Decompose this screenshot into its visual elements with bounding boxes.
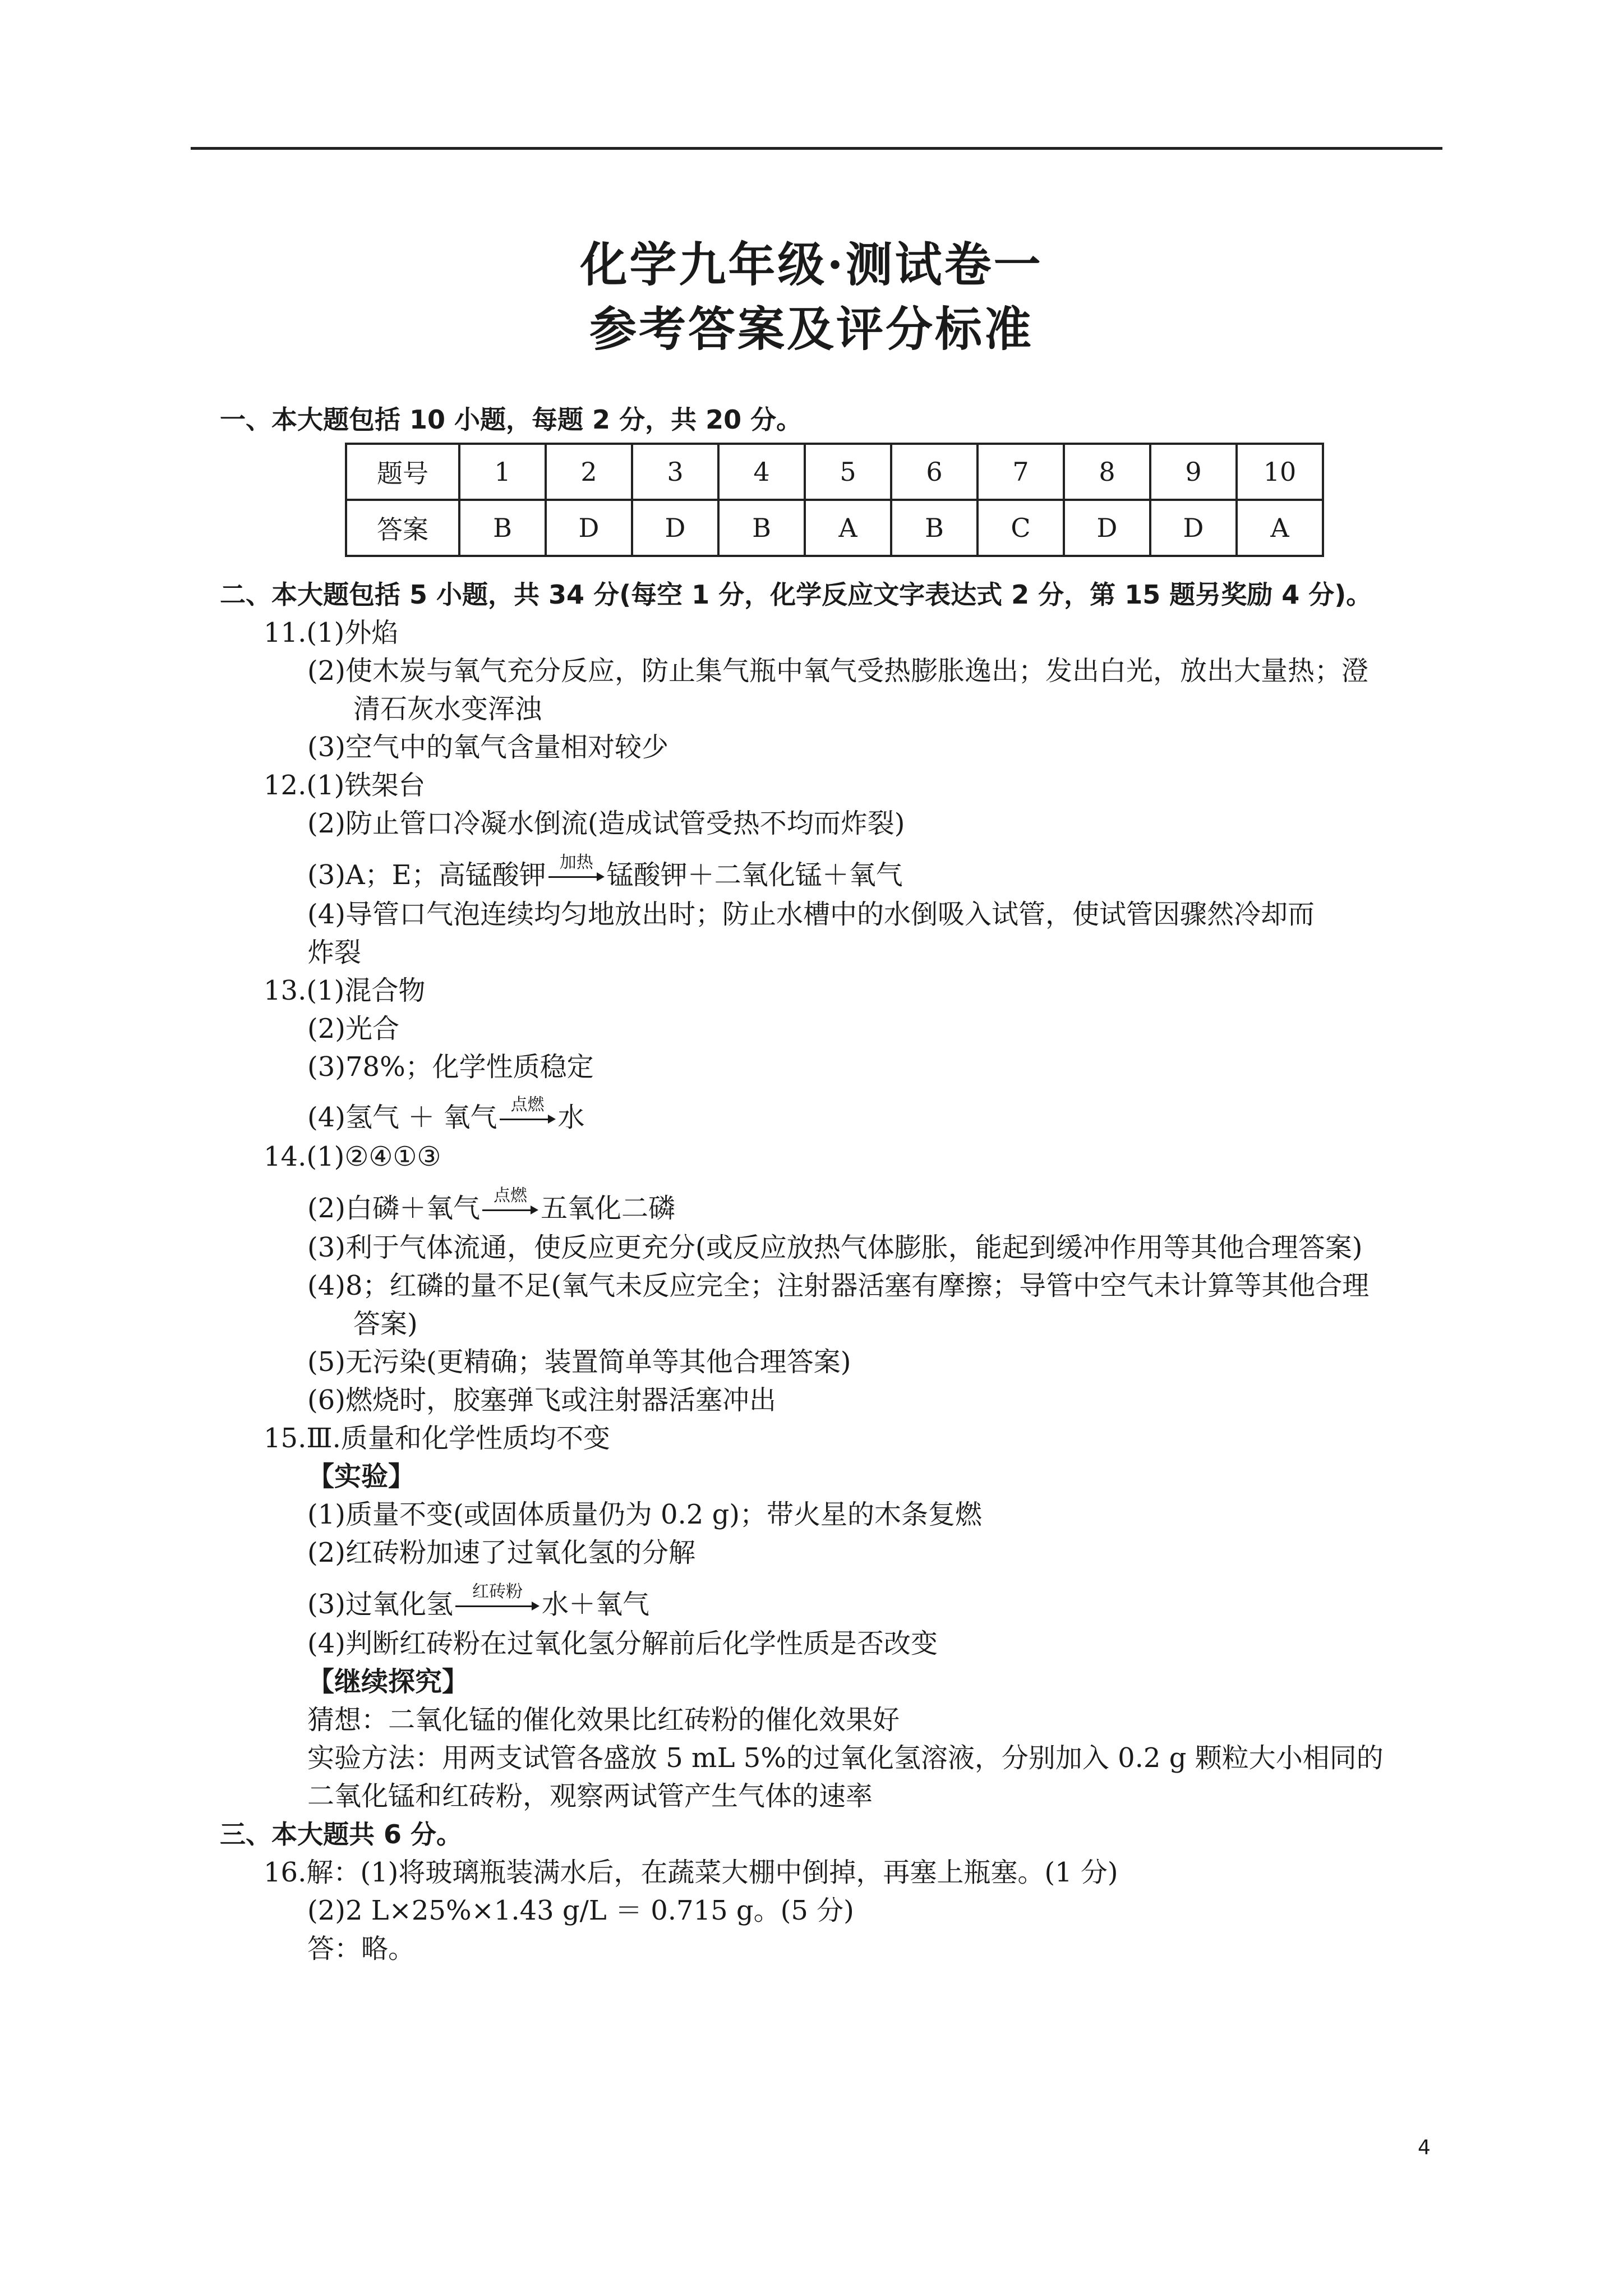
- q12-line: 12.(1)铁架台: [264, 770, 426, 801]
- q15-equation: [307, 1582, 650, 1621]
- table-cell: A: [805, 500, 891, 556]
- q16-line: 16.解：(1)将玻璃瓶装满水后，在蔬菜大棚中倒掉，再塞上瓶塞。(1 分): [264, 1857, 1118, 1888]
- reaction-condition: 加热: [559, 853, 593, 872]
- reaction-arrow-icon: [500, 1095, 556, 1126]
- section2-heading: 二、本大题包括 5 小题，共 34 分(每空 1 分，化学反应文字表达式 2 分，第 15 题另奖励 4 分)。: [220, 579, 1372, 610]
- q15-line: (1)质量不变(或固体质量仍为 0.2 g)；带火星的木条复燃: [307, 1499, 983, 1530]
- q15-line: (4)判断红砖粉在过氧化氢分解前后化学性质是否改变: [307, 1628, 938, 1659]
- reaction-arrow-icon: [548, 853, 605, 884]
- q15-line: (2)红砖粉加速了过氧化氢的分解: [307, 1537, 695, 1568]
- table-cell: D: [1064, 500, 1150, 556]
- equation-products: 水＋氧气: [542, 1589, 650, 1620]
- q14-line: (4)8；红磷的量不足(氧气未反应完全；注射器活塞有摩擦；导管中空气未计算等其他合理: [307, 1270, 1370, 1301]
- table-cell: D: [1150, 500, 1237, 556]
- reaction-arrow-icon: [482, 1186, 538, 1217]
- table-cell: D: [632, 500, 718, 556]
- q11-line: 11.(1)外焰: [264, 617, 399, 648]
- q14-line: 答案): [353, 1308, 418, 1340]
- reaction-condition: 红砖粉: [472, 1582, 523, 1602]
- table-cell: 4: [718, 444, 805, 500]
- q14-line: (3)利于气体流通，使反应更充分(或反应放热气体膨胀，能起到缓冲作用等其他合理答案): [307, 1232, 1363, 1263]
- q15-line: 猜想：二氧化锰的催化效果比红砖粉的催化效果好: [307, 1704, 900, 1736]
- q15-experiment-heading: 【实验】: [307, 1461, 416, 1492]
- q15-line: 二氧化锰和红砖粉，观察两试管产生气体的速率: [307, 1780, 873, 1812]
- table-cell: 3: [632, 444, 718, 500]
- q14-equation: [307, 1186, 676, 1225]
- section3-heading: 三、本大题共 6 分。: [220, 1819, 463, 1849]
- q12-line: 炸裂: [307, 937, 362, 968]
- table-header-label: 答案: [346, 500, 459, 556]
- equation-products: 锰酸钾＋二氧化锰＋氧气: [606, 859, 903, 891]
- table-row: [346, 444, 1323, 500]
- table-cell: D: [546, 500, 632, 556]
- table-row: [346, 500, 1323, 556]
- table-cell: 1: [459, 444, 546, 500]
- q12-line: (4)导管口气泡连续均匀地放出时；防止水槽中的水倒吸入试管，使试管因骤然冷却而: [307, 899, 1315, 930]
- q11-line: 清石灰水变浑浊: [353, 693, 542, 725]
- q13-line: 13.(1)混合物: [264, 975, 426, 1006]
- q16-line: (2)2 L×25%×1.43 g/L ＝ 0.715 g。(5 分): [307, 1895, 854, 1926]
- table-cell: 5: [805, 444, 891, 500]
- table-cell: B: [718, 500, 805, 556]
- q13-equation: [307, 1095, 585, 1134]
- table-cell: 10: [1237, 444, 1323, 500]
- q14-line: (6)燃烧时，胶塞弹飞或注射器活塞冲出: [307, 1384, 776, 1416]
- equation-reactants: (4)氢气 ＋ 氧气: [307, 1102, 497, 1133]
- table-cell: B: [891, 500, 978, 556]
- table-cell: 2: [546, 444, 632, 500]
- q13-line: (3)78%；化学性质稳定: [307, 1051, 594, 1083]
- equation-reactants: (3)A；E；高锰酸钾: [307, 859, 546, 891]
- table-header-label: 题号: [346, 444, 459, 500]
- table-cell: C: [978, 500, 1064, 556]
- q12-equation: [307, 853, 903, 892]
- q15-line: 实验方法：用两支试管各盛放 5 mL 5%的过氧化氢溶液，分别加入 0.2 g 颗粒大小相同的: [307, 1742, 1384, 1774]
- table-cell: A: [1237, 500, 1323, 556]
- equation-reactants: (2)白磷＋氧气: [307, 1193, 480, 1224]
- q16-line: 答：略。: [307, 1933, 416, 1964]
- q15-line: 15.Ⅲ.质量和化学性质均不变: [264, 1423, 610, 1454]
- q13-line: (2)光合: [307, 1013, 399, 1045]
- table-cell: B: [459, 500, 546, 556]
- page-subtitle: 参考答案及评分标准: [589, 301, 1034, 357]
- table-cell: 6: [891, 444, 978, 500]
- q12-line: (2)防止管口冷凝水倒流(造成试管受热不均而炸裂): [307, 808, 905, 839]
- q11-line: (2)使木炭与氧气充分反应，防止集气瓶中氧气受热膨胀逸出；发出白光，放出大量热；澄: [307, 655, 1368, 687]
- equation-products: 五氧化二磷: [541, 1193, 676, 1224]
- header-rule: [191, 147, 1442, 150]
- q14-line: 14.(1)②④①③: [264, 1141, 441, 1172]
- q15-continue-heading: 【继续探究】: [307, 1666, 469, 1697]
- reaction-arrow-icon: [455, 1582, 540, 1613]
- table-cell: 7: [978, 444, 1064, 500]
- q11-line: (3)空气中的氧气含量相对较少: [307, 731, 668, 763]
- page-number: 4: [1418, 2136, 1431, 2159]
- equation-products: 水: [557, 1102, 585, 1133]
- table-cell: 9: [1150, 444, 1237, 500]
- page-title: 化学九年级·测试卷一: [580, 237, 1043, 292]
- reaction-condition: 点燃: [494, 1186, 527, 1205]
- reaction-condition: 点燃: [510, 1095, 545, 1115]
- answer-table: [345, 443, 1324, 557]
- section1-heading: 一、本大题包括 10 小题，每题 2 分，共 20 分。: [220, 404, 803, 435]
- equation-reactants: (3)过氧化氢: [307, 1589, 453, 1620]
- table-cell: 8: [1064, 444, 1150, 500]
- q14-line: (5)无污染(更精确；装置简单等其他合理答案): [307, 1346, 851, 1378]
